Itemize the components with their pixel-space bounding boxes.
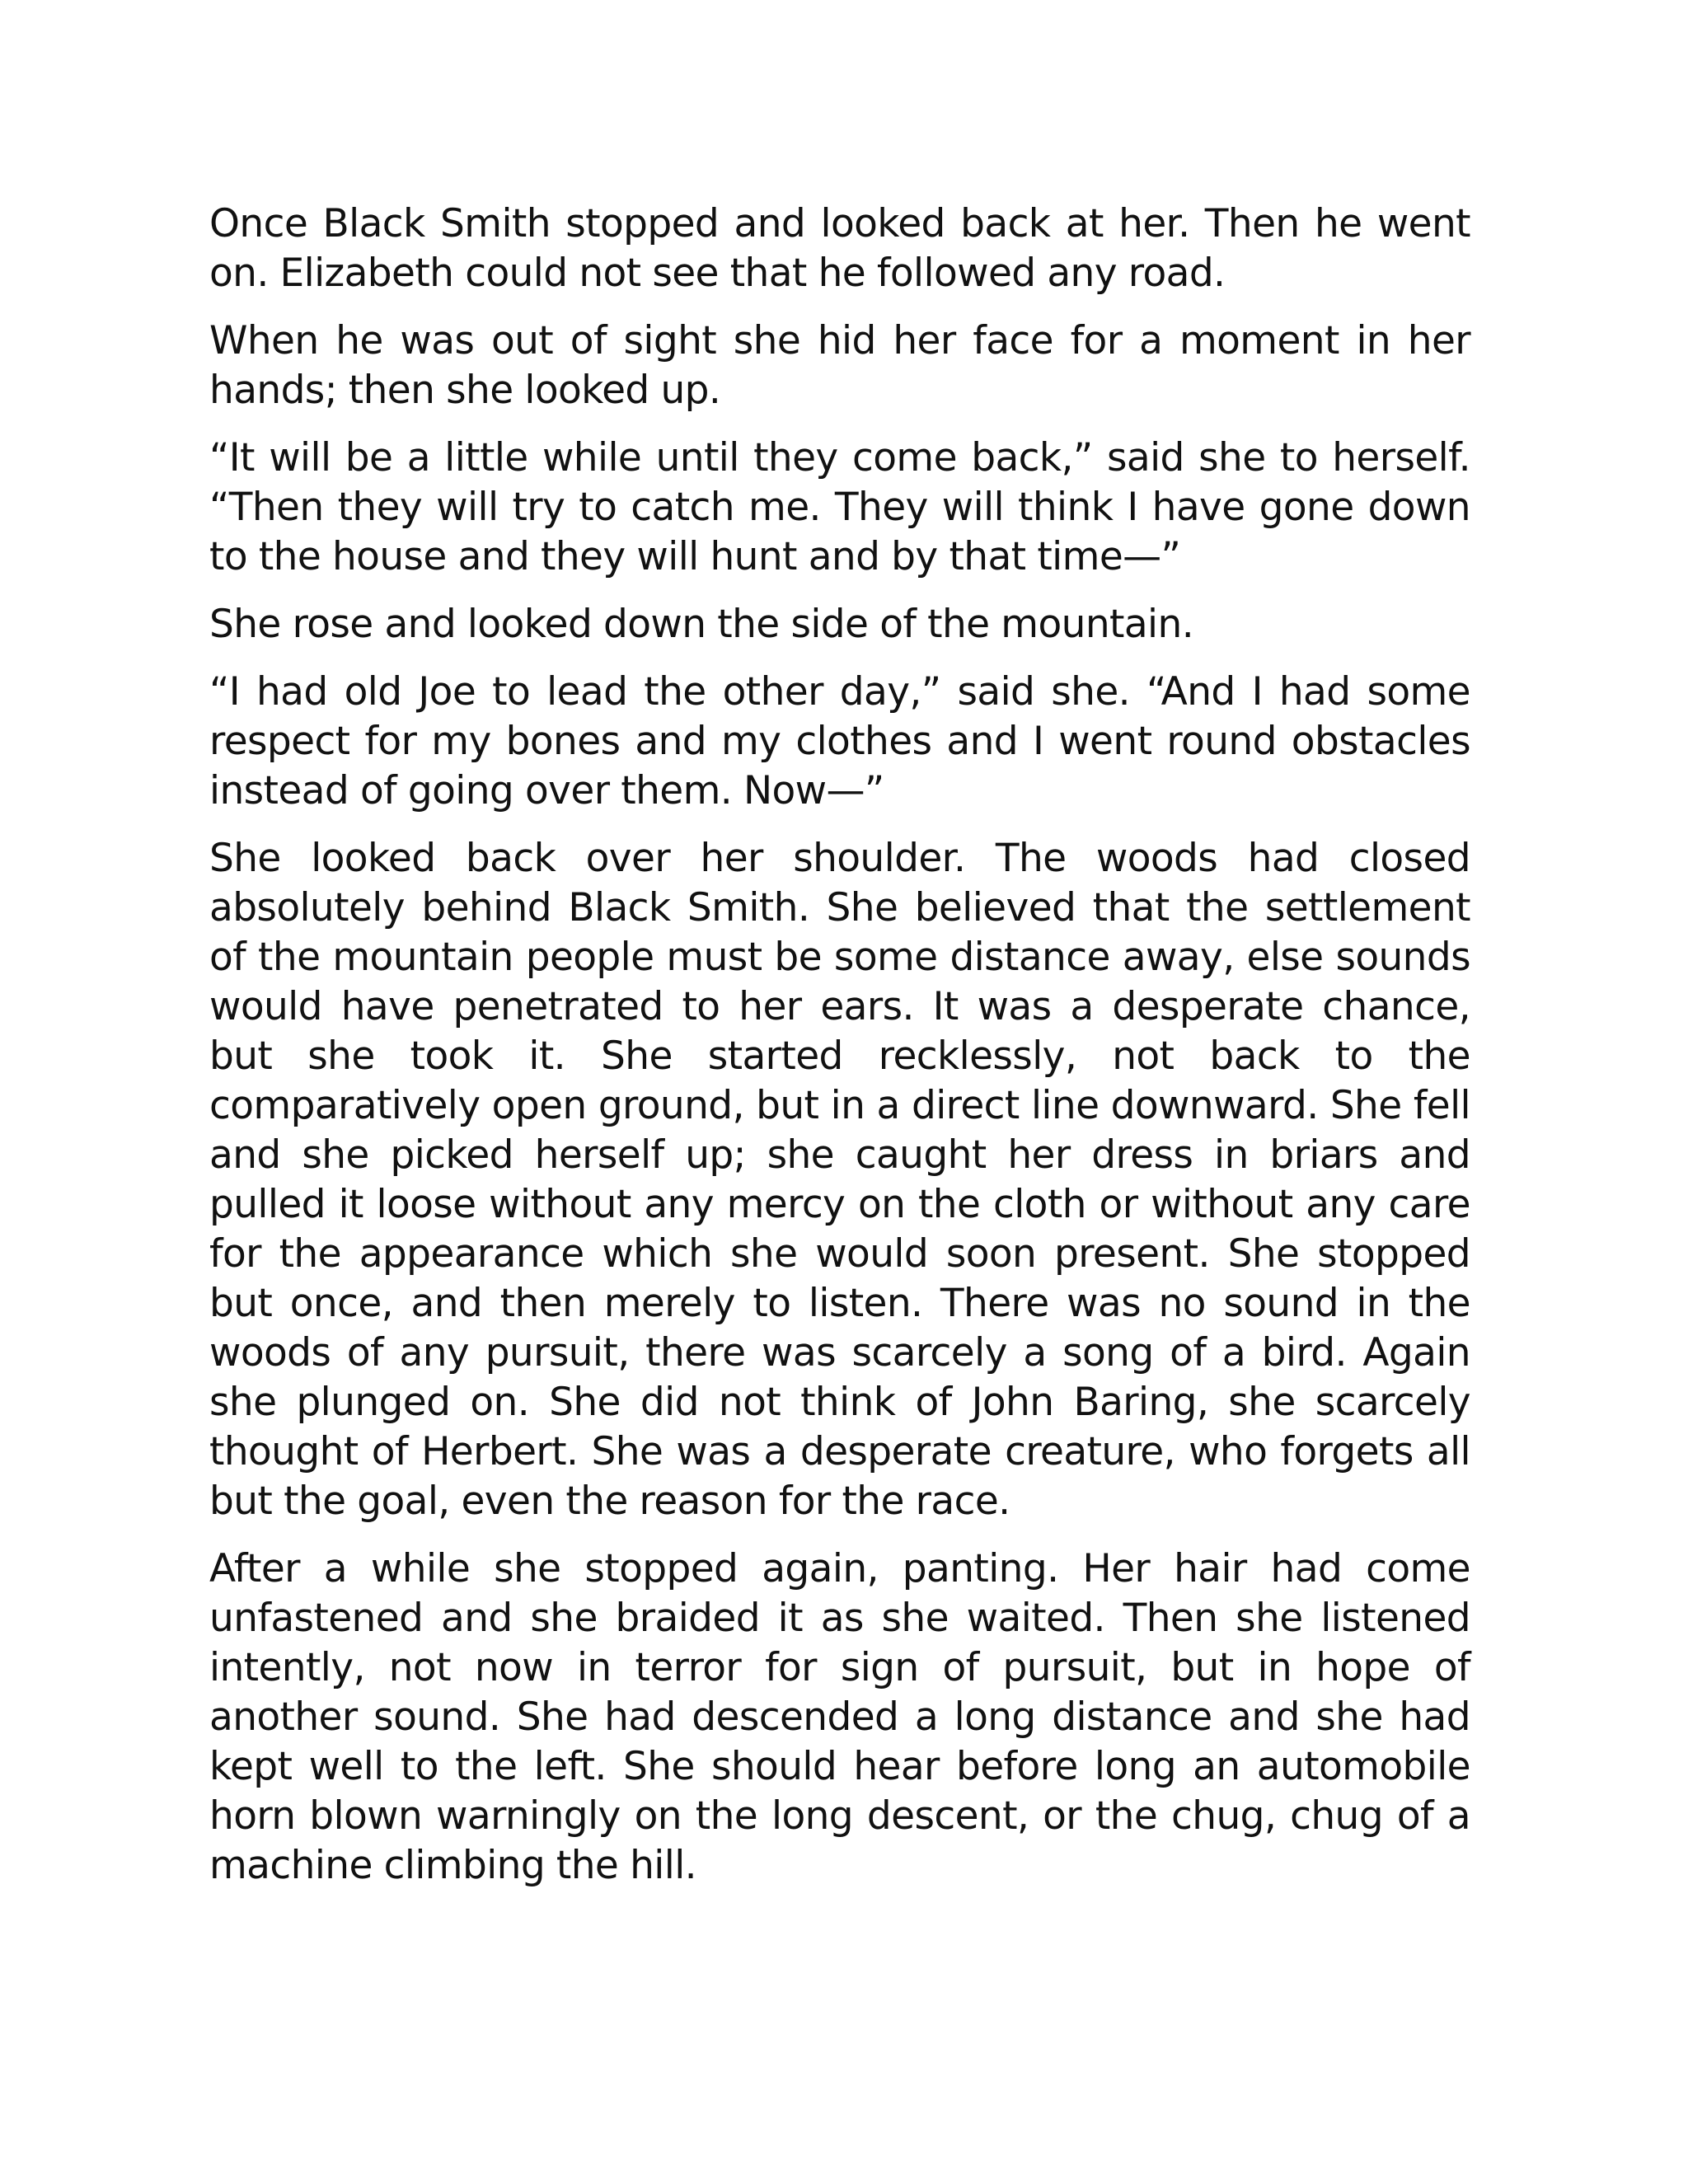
paragraph: When he was out of sight she hid her face for a moment in her hands; then she looked up. — [209, 318, 1470, 413]
paragraph: “It will be a little while until they come back,” said she to herself. “Then they will try to catch me. They will think I have gone down to the house and they will hunt and by that time—” — [209, 435, 1470, 579]
paragraph: Once Black Smith stopped and looked back at her. Then he went on. Elizabeth could not see that he followed any road. — [209, 201, 1470, 296]
body-text — [209, 199, 1470, 1909]
paragraph: After a while she stopped again, panting. Her hair had come unfastened and she braided it as she waited. Then she listened intently, not now in terror for sign of pursuit, but in hope of another sound. She had descended a long distance and she had kept well to the left. She should hear before long an automobile horn blown warningly on the long descent, or the chug, chug of a machine climbing the hill. — [209, 1546, 1470, 1888]
paragraph: She rose and looked down the side of the mountain. — [209, 602, 1194, 647]
paragraph: She looked back over her shoulder. The woods had closed absolutely behind Black Smith. She believed that the settlement of the mountain people must be some distance away, else sounds would have penetrated to her ears. It was a desperate chance, but she took it. She started recklessly, not back to the comparatively open ground, but in a direct line downward. She fell and she picked herself up; she caught her dress in briars and pulled it loose without any mercy on the cloth or without any care for the appearance which she would soon present. She stopped but once, and then merely to listen. There was no sound in the woods of any pursuit, there was scarcely a song of a bird. Again she plunged on. She did not think of John Baring, she scarcely thought of Herbert. She was a desperate creature, who forgets all but the goal, even the reason for the race. — [209, 836, 1470, 1524]
paragraph: “I had old Joe to lead the other day,” said she. “And I had some respect for my bones and my clothes and I went round obstacles instead of going over them. Now—” — [209, 669, 1470, 813]
